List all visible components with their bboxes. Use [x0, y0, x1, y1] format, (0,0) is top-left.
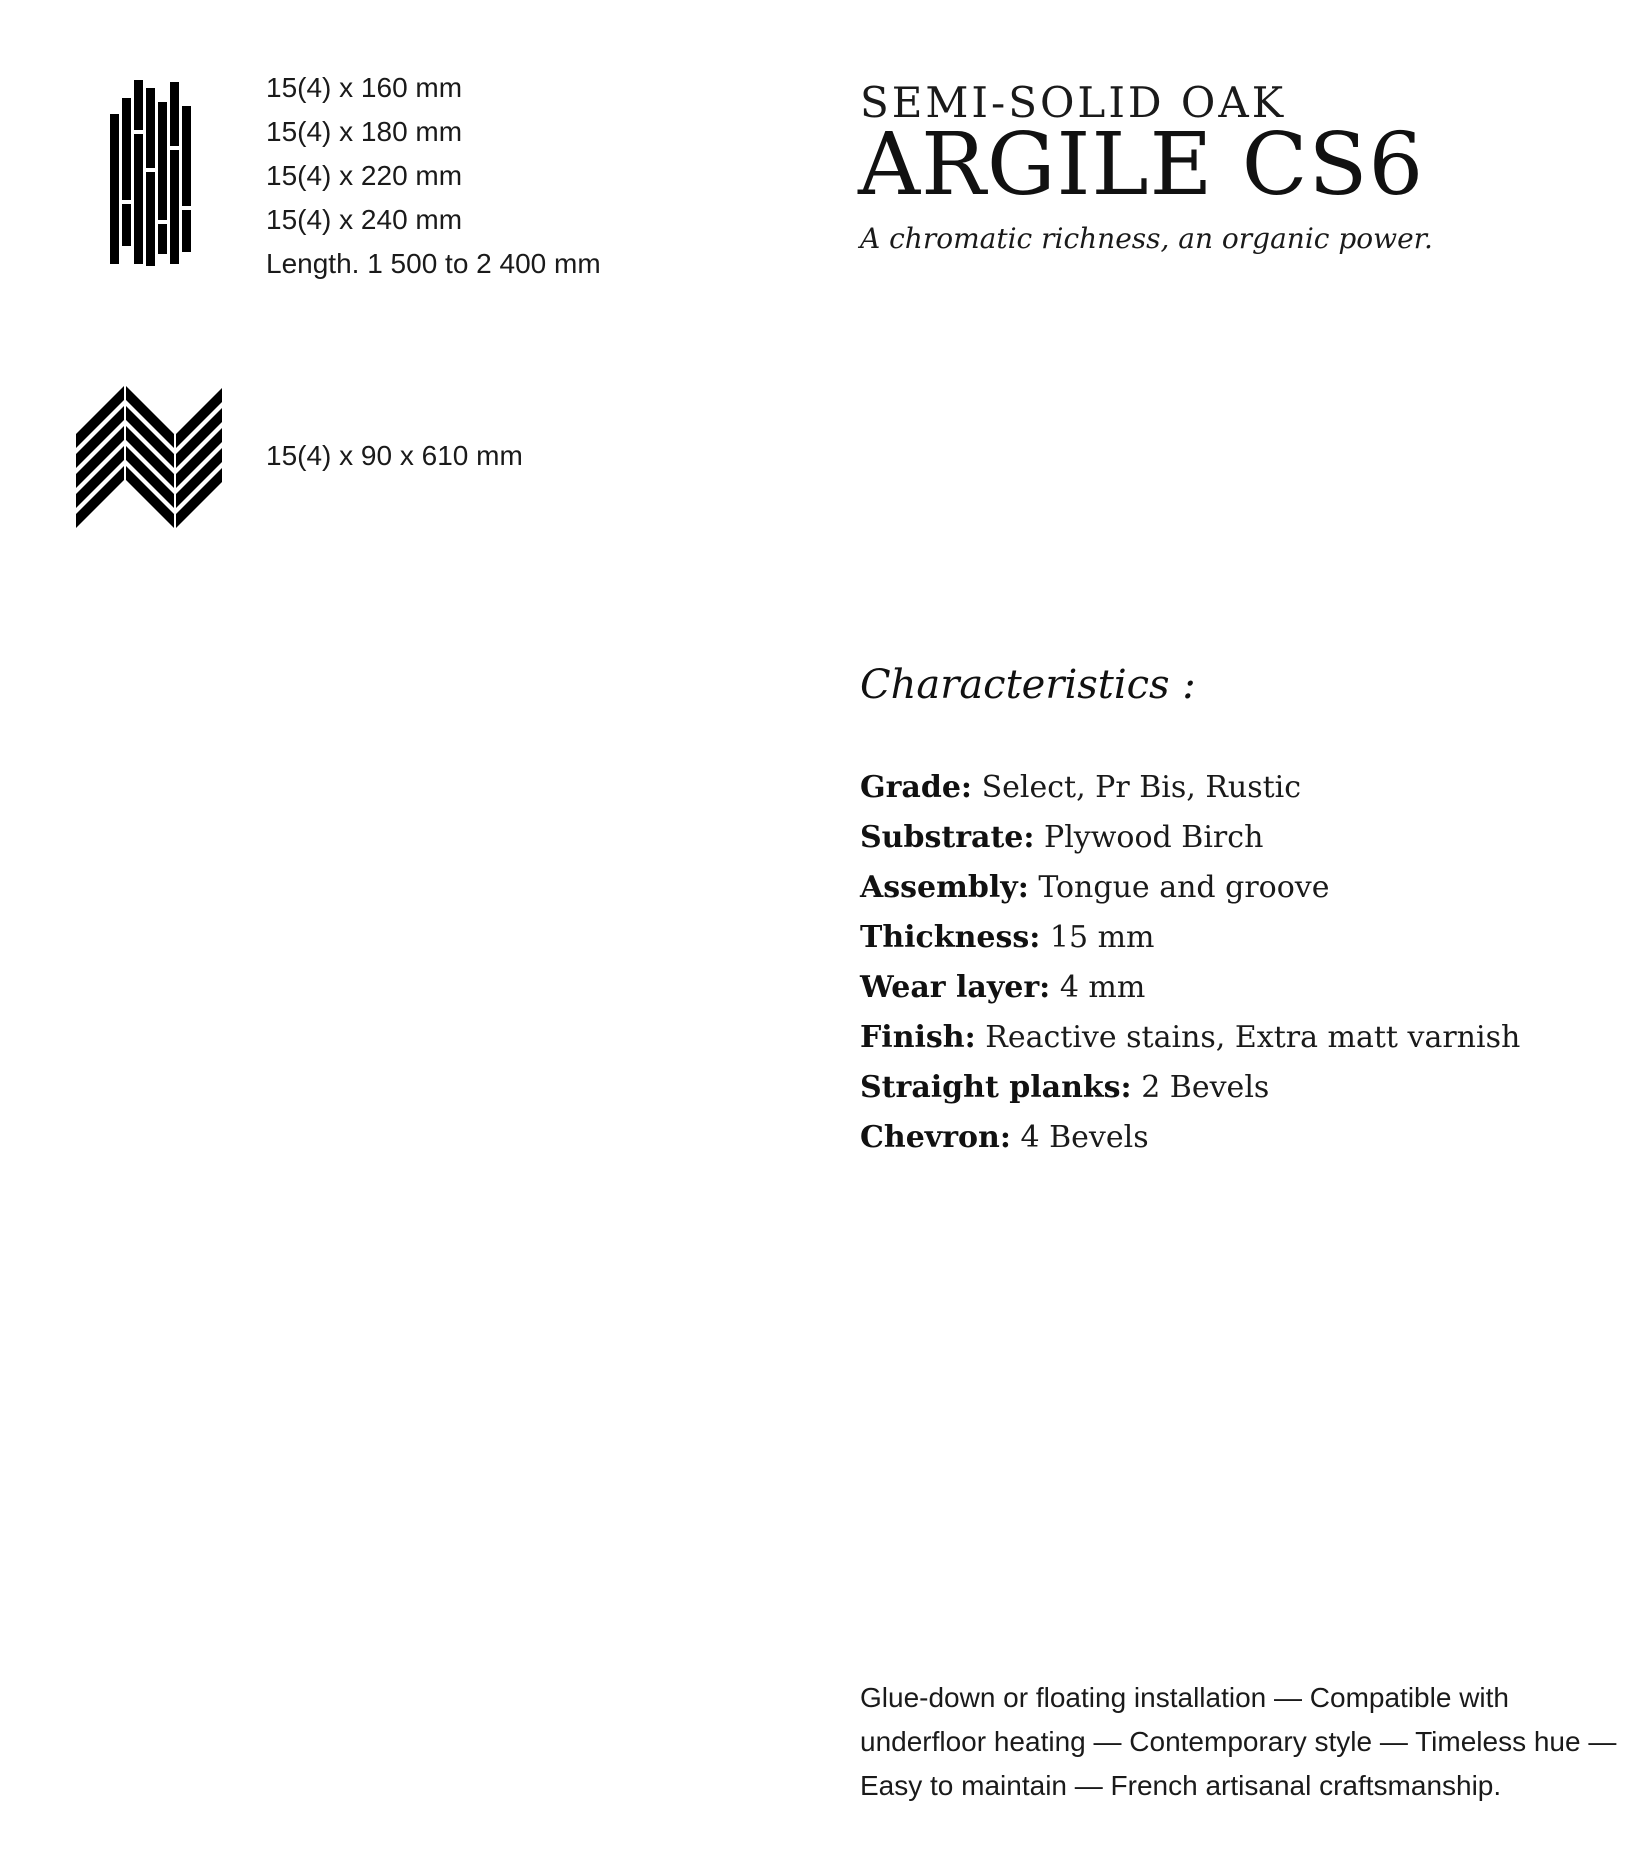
straight-planks-pattern-icon — [108, 78, 204, 268]
characteristic-item — [860, 813, 1520, 863]
characteristic-label: Thickness: — [860, 920, 1041, 955]
characteristic-item — [860, 1063, 1520, 1113]
straight-plank-dimension: 15(4) x 160 mm — [266, 72, 463, 103]
characteristic-item — [860, 913, 1520, 963]
characteristic-item — [860, 863, 1520, 913]
characteristic-value: Tongue and groove — [1038, 870, 1330, 905]
chevron-pattern-svg — [76, 386, 222, 529]
characteristics-list — [860, 763, 1520, 1163]
straight-plank-length: Length. 1 500 to 2 400 mm — [266, 248, 601, 279]
characteristic-value: Select, Pr Bis, Rustic — [981, 770, 1302, 805]
straight-plank-dimension: 15(4) x 240 mm — [266, 204, 463, 235]
characteristic-label: Finish: — [860, 1020, 976, 1055]
characteristics-heading: Characteristics : — [860, 662, 1196, 708]
straight-plank-dimension: 15(4) x 220 mm — [266, 160, 463, 191]
characteristic-label: Chevron: — [860, 1120, 1011, 1155]
characteristic-label: Wear layer: — [860, 970, 1051, 1005]
characteristic-label: Assembly: — [860, 870, 1029, 905]
characteristic-value: 15 mm — [1049, 920, 1155, 955]
chevron-pattern-icon — [76, 386, 222, 529]
product-tagline: A chromatic richness, an organic power. — [860, 222, 1433, 255]
straight-plank-dimension: 15(4) x 180 mm — [266, 116, 463, 147]
chevron-dimensions: 15(4) x 90 x 610 mm — [266, 440, 523, 471]
characteristic-value: Reactive stains, Extra matt varnish — [985, 1020, 1521, 1055]
characteristic-item — [860, 963, 1520, 1013]
characteristic-item — [860, 763, 1520, 813]
product-title: ARGILE CS6 — [858, 115, 1425, 215]
characteristic-label: Grade: — [860, 770, 973, 805]
characteristic-item — [860, 1113, 1520, 1163]
characteristic-label: Straight planks: — [860, 1070, 1132, 1105]
characteristic-value: 2 Bevels — [1141, 1070, 1270, 1105]
features-paragraph: Glue-down or floating installation — Compatible with underfloor heating — Contemporary style — Timeless hue — Easy to maintain — French artisanal craftsmanship. — [860, 1682, 1617, 1801]
characteristic-value: 4 Bevels — [1020, 1120, 1149, 1155]
straight-planks-dimensions — [266, 66, 601, 286]
product-supertitle: SEMI-SOLID OAK — [860, 78, 1287, 127]
straight-planks-pattern-svg — [108, 78, 204, 268]
characteristic-item — [860, 1013, 1520, 1063]
characteristic-value: 4 mm — [1059, 970, 1146, 1005]
characteristic-label: Substrate: — [860, 820, 1035, 855]
characteristic-value: Plywood Birch — [1044, 820, 1264, 855]
